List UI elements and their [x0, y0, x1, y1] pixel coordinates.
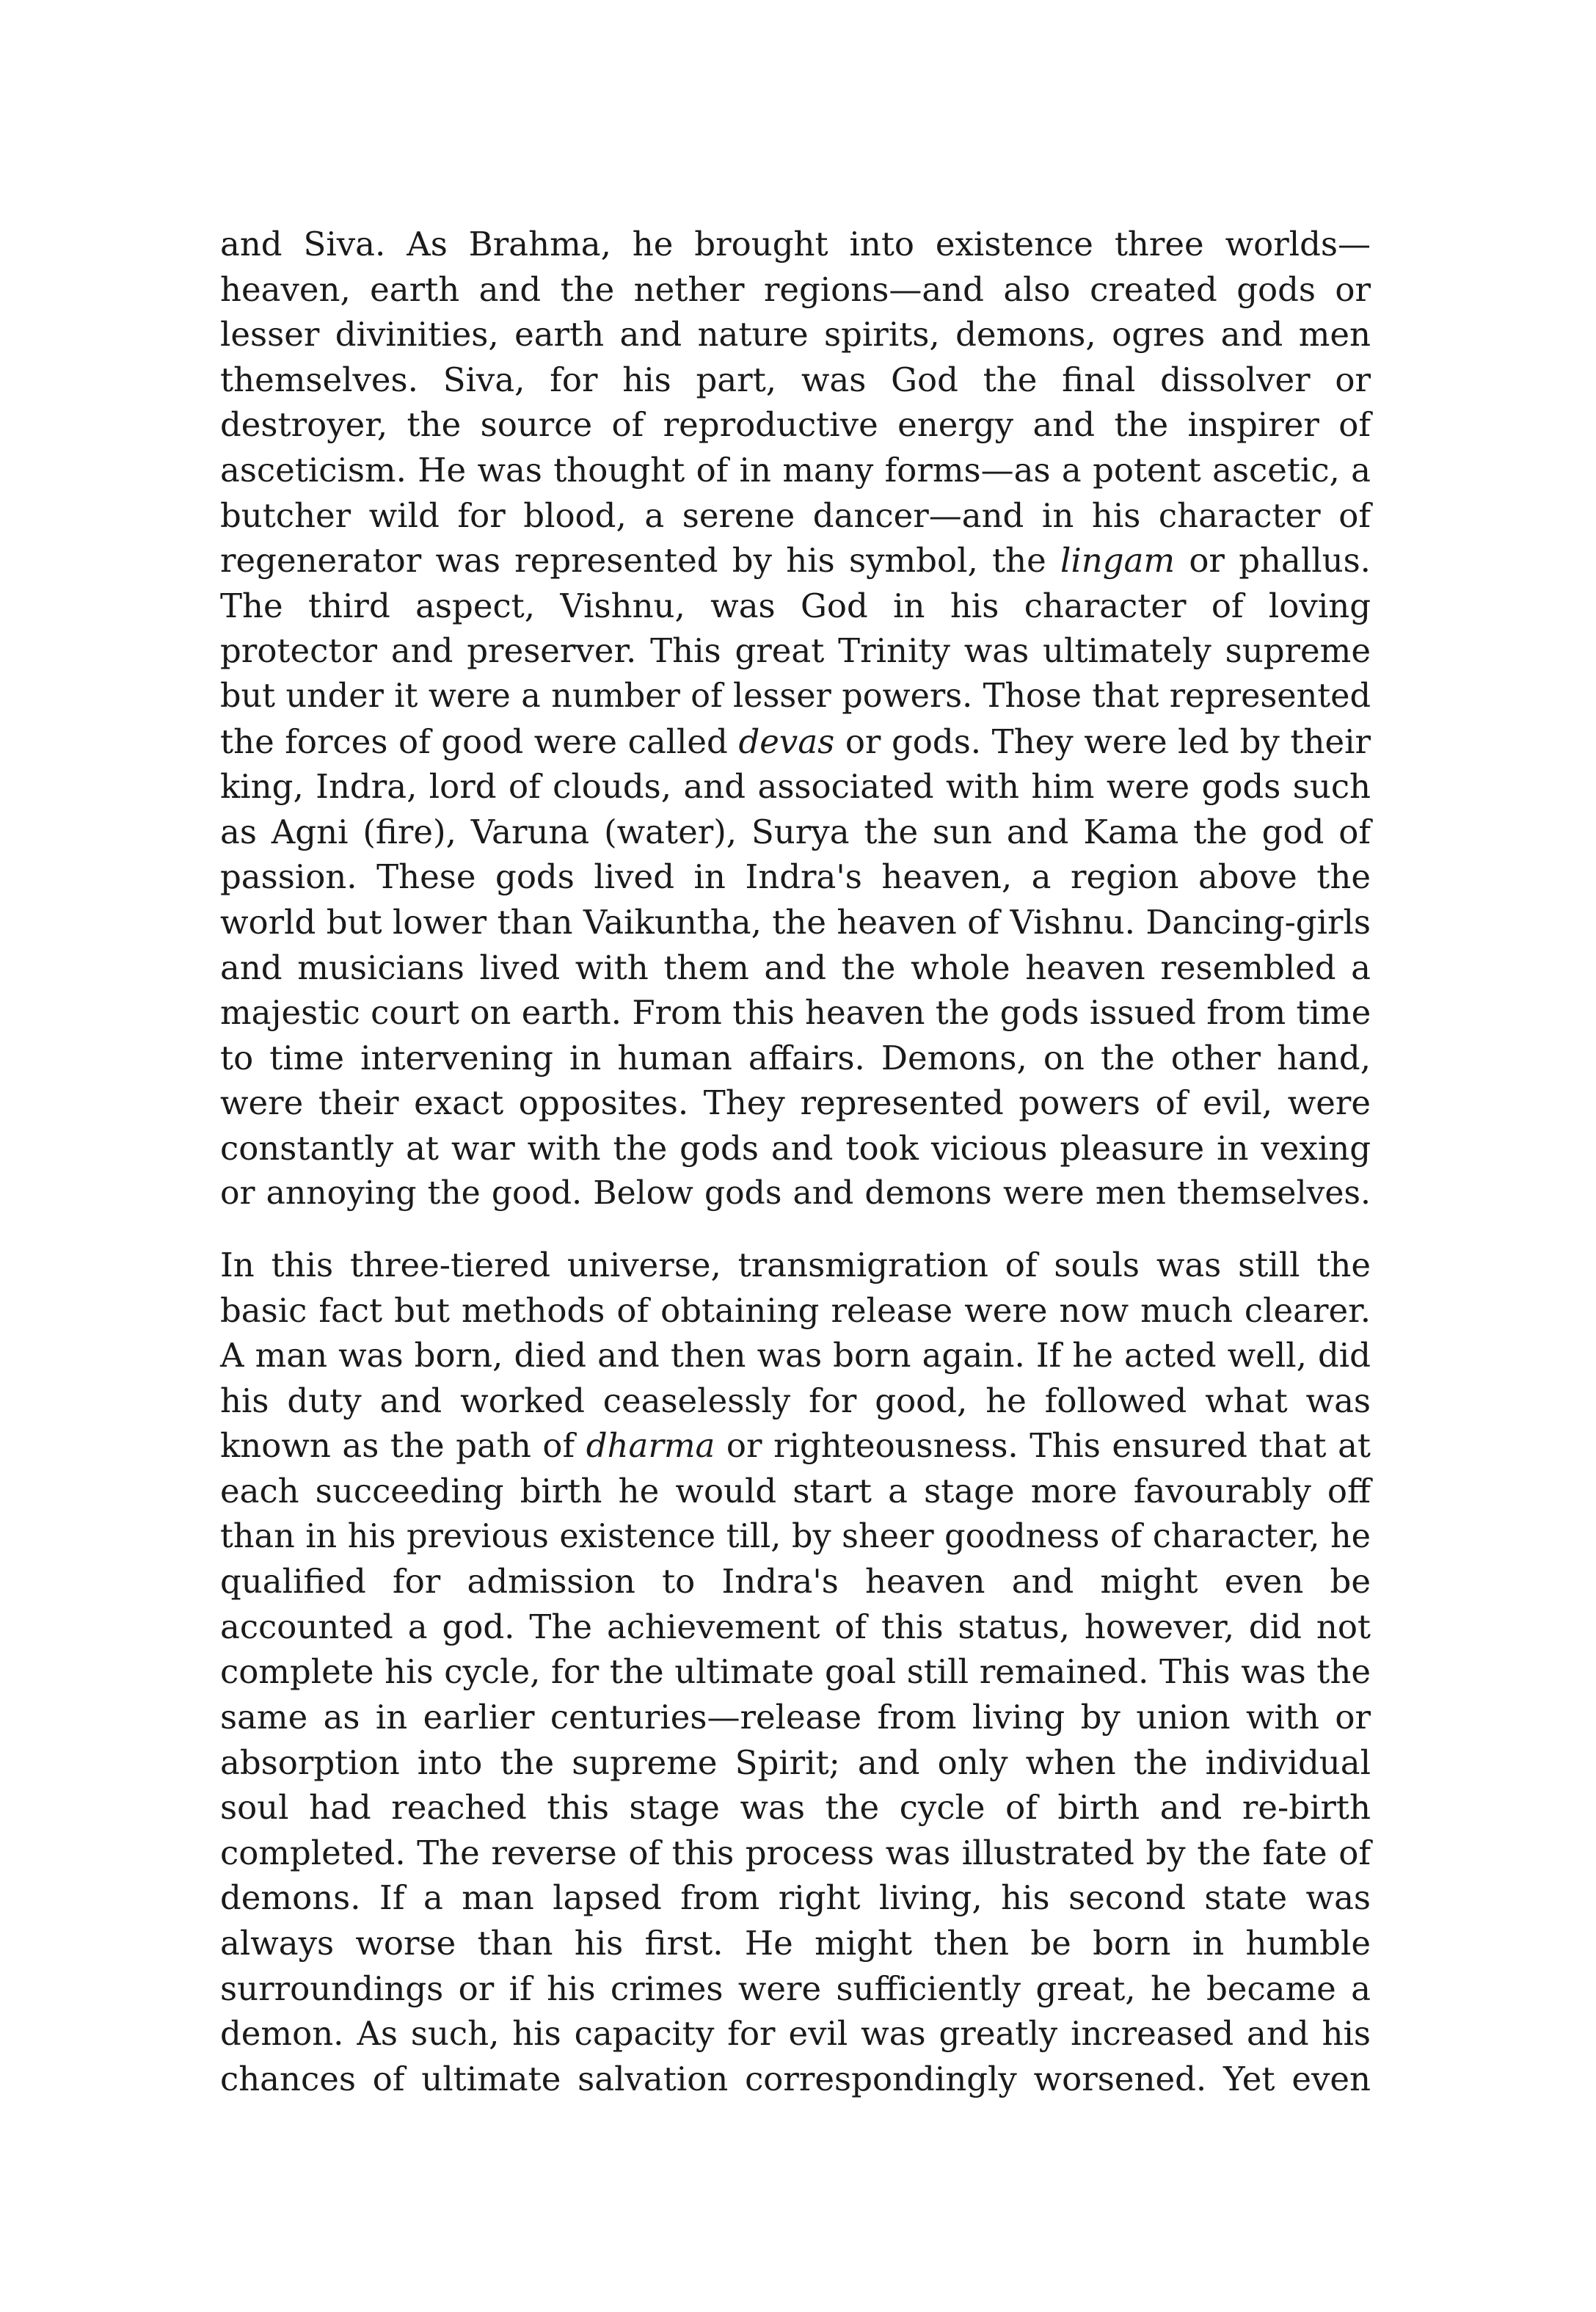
text-line: to time intervening in human affairs. Demons, on the other hand, — [220, 1038, 1371, 1077]
text-line: In this three-tiered universe, transmigration of souls was still the — [220, 1246, 1371, 1285]
italic-term: lingam — [1060, 541, 1176, 581]
text-line: or annoying the good. Below gods and demons were men themselves. — [220, 1174, 1371, 1213]
text-line: his duty and worked ceaselessly for good, he followed what was — [220, 1381, 1371, 1420]
text-line: than in his previous existence till, by sheer goodness of character, he — [220, 1517, 1371, 1555]
text-line: world but lower than Vaikuntha, the heaven of Vishnu. Dancing-girls — [220, 902, 1371, 942]
text-line: as Agni (fire), Varuna (water), Surya the sun and Kama the god of — [220, 812, 1371, 851]
text-line: and Siva. As Brahma, he brought into existence three worlds— — [220, 225, 1371, 263]
text-line: destroyer, the source of reproductive energy and the inspirer of — [220, 405, 1371, 445]
text-line: The third aspect, Vishnu, was God in his character of loving — [220, 586, 1371, 625]
text-line: and musicians lived with them and the whole heaven resembled a — [220, 948, 1371, 987]
italic-term: devas — [738, 721, 835, 761]
text-line: chances of ultimate salvation correspondingly worsened. Yet even — [220, 2059, 1371, 2098]
text-line: qualified for admission to Indra's heaven and might even be — [220, 1562, 1371, 1602]
italic-term: dharma — [586, 1426, 715, 1466]
text-line: known as the path of dharma or righteousness. This ensured that at — [220, 1426, 1371, 1466]
text-line: passion. These gods lived in Indra's heaven, a region above the — [220, 857, 1371, 897]
text-line: but under it were a number of lesser powers. Those that represented — [220, 677, 1371, 715]
text-line: demons. If a man lapsed from right living, his second state was — [220, 1878, 1371, 1918]
text-line: the forces of good were called devas or gods. They were led by their — [220, 721, 1371, 761]
text-line: soul had reached this stage was the cycle of birth and re-birth — [220, 1788, 1371, 1828]
text-line: each succeeding birth he would start a stage more favourably off — [220, 1472, 1371, 1511]
text-line: were their exact opposites. They represented powers of evil, were — [220, 1083, 1371, 1123]
text-line: always worse than his first. He might then be born in humble — [220, 1923, 1371, 1963]
text-line: basic fact but methods of obtaining release were now much clearer. — [220, 1290, 1371, 1330]
text-line: lesser divinities, earth and nature spirits, demons, ogres and men — [220, 315, 1371, 355]
text-line: completed. The reverse of this process was illustrated by the fate of — [220, 1833, 1371, 1872]
paragraph-2 — [220, 1243, 1371, 2101]
text-line: A man was born, died and then was born again. If he acted well, did — [220, 1336, 1371, 1375]
text-line: asceticism. He was thought of in many forms—as a potent ascetic, a — [220, 450, 1371, 490]
text-line: regenerator was represented by his symbol, the lingam or phallus. — [220, 541, 1371, 581]
text-line: constantly at war with the gods and took vicious pleasure in vexing — [220, 1128, 1371, 1168]
text-line: heaven, earth and the nether regions—and also created gods or — [220, 269, 1371, 309]
paragraph-1 — [220, 222, 1371, 1216]
text-line: themselves. Siva, for his part, was God the final dissolver or — [220, 360, 1371, 399]
text-line: same as in earlier centuries—release from living by union with or — [220, 1698, 1371, 1737]
text-line: king, Indra, lord of clouds, and associated with him were gods such — [220, 767, 1371, 807]
page-body — [220, 222, 1371, 2101]
text-line: majestic court on earth. From this heaven the gods issued from time — [220, 993, 1371, 1033]
text-line: accounted a god. The achievement of this status, however, did not — [220, 1607, 1371, 1646]
text-line: demon. As such, his capacity for evil was greatly increased and his — [220, 2014, 1371, 2054]
text-line: protector and preserver. This great Trinity was ultimately supreme — [220, 631, 1371, 671]
text-line: surroundings or if his crimes were sufficiently great, he became a — [220, 1969, 1371, 2008]
text-line: absorption into the supreme Spirit; and only when the individual — [220, 1742, 1371, 1782]
text-line: complete his cycle, for the ultimate goal still remained. This was the — [220, 1652, 1371, 1692]
text-line: butcher wild for blood, a serene dancer—and in his character of — [220, 495, 1371, 535]
